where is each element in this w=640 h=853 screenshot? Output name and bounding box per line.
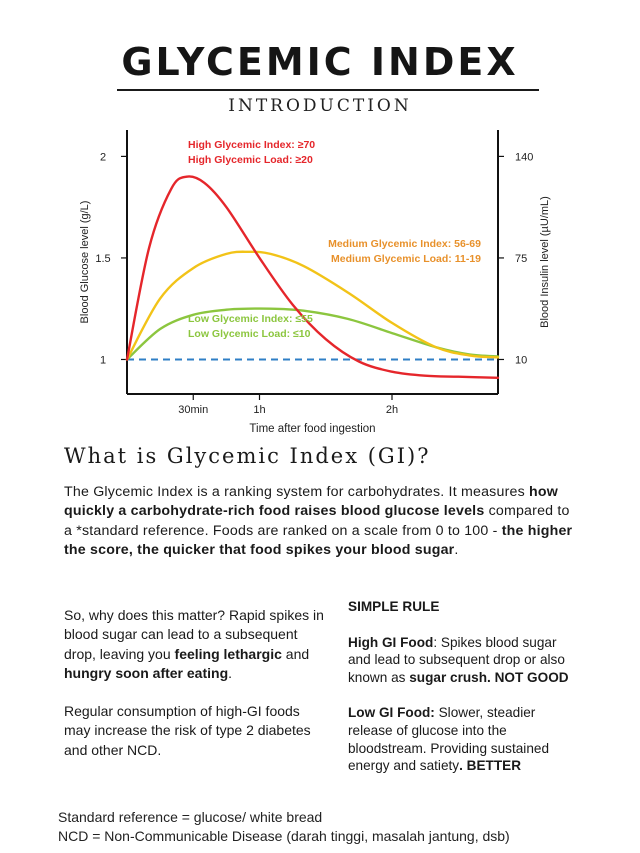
glycemic-response-chart <box>0 118 640 438</box>
x-tick-label: 2h <box>385 404 399 416</box>
footnote-standard-reference: Standard reference = glucose/ white bread <box>58 809 323 825</box>
y-axis-title-right: Blood Insulin level (µU/mL) <box>539 196 551 328</box>
medium-glycemic-index-annotation: Medium Glycemic Index: 56-69 <box>328 238 481 250</box>
high-gi-text: : Spikes blood sugar and lead to subsequent drop or also known as <box>348 634 565 685</box>
low-gi-text: Slower, steadier release of glucose into the bloodstream. Providing sustained energy and satiety <box>348 705 549 774</box>
high-glycemic-index-annotation: High Glycemic Index: ≥70 <box>188 139 316 151</box>
low-glycemic-index-annotation: Low Glycemic Load: ≤10 <box>188 328 311 340</box>
simple-rule-label: SIMPLE RULE <box>348 599 440 614</box>
section-heading: What is Glycemic Index (GI)? <box>64 444 431 468</box>
y-tick-label-right: 75 <box>515 252 528 265</box>
page-subtitle: INTRODUCTION <box>228 96 412 116</box>
low-gi-verdict: . BETTER <box>459 758 522 774</box>
medium-glycemic-index-curve <box>127 252 498 360</box>
simple-rule-column <box>348 598 580 775</box>
low-glycemic-index-annotation: Low Glycemic Index: ≤55 <box>188 313 313 325</box>
intro-text-2: compared to a *standard reference. Foods are ranked on a scale from 0 to 100 - <box>64 503 570 539</box>
intro-bold-1: how quickly a carbohydrate-rich food raises blood glucose levels <box>64 484 558 520</box>
y-tick-label-left: 1 <box>99 354 107 367</box>
intro-bold-2: the higher the score, the quicker that food spikes your blood sugar <box>64 522 573 558</box>
why-bold-1: feeling lethargic <box>174 645 282 662</box>
why-bold-2: hungry soon after eating <box>64 664 229 681</box>
simple-rule-title <box>348 598 580 616</box>
high-gi-verdict: sugar crush. NOT GOOD <box>409 669 569 685</box>
footnotes <box>58 808 618 845</box>
why-text-3: . <box>228 664 233 681</box>
intro-text-1: The Glycemic Index is a ranking system for carbohydrates. It measures <box>64 484 530 500</box>
why-text-2: and <box>281 645 310 662</box>
x-tick-label: 30min <box>178 404 209 416</box>
risk-paragraph: Regular consumption of high-GI foods may increase the risk of type 2 diabetes and other NCD. <box>64 703 311 758</box>
why-paragraph <box>64 606 326 683</box>
page-title: GLYCEMIC INDEX <box>121 40 519 84</box>
high-glycemic-index-annotation: High Glycemic Load: ≥20 <box>188 154 313 166</box>
medium-glycemic-index-annotation: Medium Glycemic Load: 11-19 <box>331 253 481 265</box>
intro-paragraph <box>64 483 574 560</box>
y-tick-label-right: 140 <box>515 151 534 164</box>
high-glycemic-index-curve <box>127 176 498 377</box>
intro-text-3: . <box>454 541 459 558</box>
footnote-ncd: NCD = Non-Communicable Disease (darah tinggi, masalah jantung, dsb) <box>58 827 510 844</box>
high-gi-label: High GI Food <box>348 634 434 650</box>
title-divider <box>117 89 539 91</box>
y-tick-label-left: 1.5 <box>95 252 111 265</box>
low-gi-label: Low GI Food: <box>348 705 435 721</box>
y-tick-label-right: 10 <box>515 354 528 367</box>
why-it-matters-column <box>64 606 326 760</box>
y-axis-title-left: Blood Glucose level (g/L) <box>79 200 91 324</box>
y-tick-label-left: 2 <box>99 151 107 164</box>
low-gi-paragraph <box>348 704 580 774</box>
x-axis-title: Time after food ingestion <box>249 423 376 435</box>
x-tick-label: 1h <box>253 404 266 416</box>
high-gi-paragraph <box>348 634 580 687</box>
why-text-1: So, why does this matter? Rapid spikes in blood sugar can lead to a subsequent drop, leaving you <box>64 607 324 662</box>
